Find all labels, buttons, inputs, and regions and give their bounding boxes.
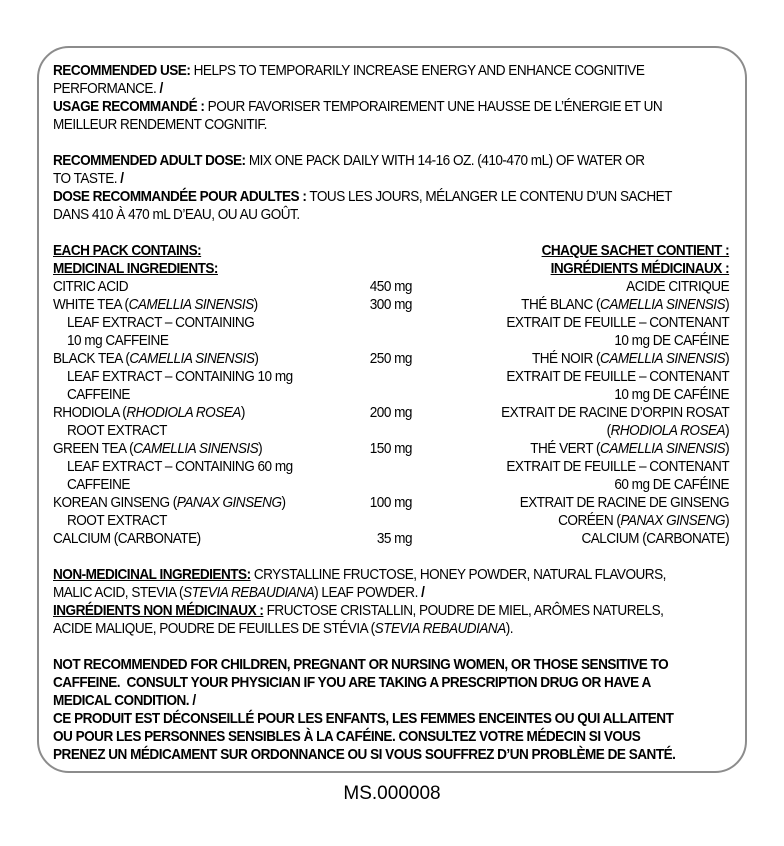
- dose-fr: [53, 188, 729, 224]
- ingredient-dose: 450 mg: [369, 279, 412, 295]
- ingredient-latin-name: RHODIOLA ROSEA: [126, 405, 241, 421]
- ingredients-header-row-1: [53, 242, 729, 260]
- warning-line: CAFFEINE. CONSULT YOUR PHYSICIAN IF YOU ARE TAKING A PRESCRIPTION DRUG OR HAVE A: [53, 675, 651, 691]
- ingredient-dose: 250 mg: [369, 351, 412, 367]
- usage-recommande-heading: USAGE RECOMMANDÉ :: [53, 99, 205, 115]
- ingredient-row: [53, 350, 729, 368]
- ingredient-row: [53, 404, 729, 422]
- ingredient-name-text: EXTRAIT DE FEUILLE – CONTENANT: [506, 459, 730, 475]
- ingredient-latin-name: CAMELLIA SINENSIS: [600, 441, 726, 457]
- ingredient-name-fr: [607, 422, 730, 440]
- language-separator: /: [120, 171, 124, 187]
- ingredient-row: [53, 494, 729, 512]
- usage-recommande-text-cont: MEILLEUR RENDEMENT COGNITIF.: [53, 117, 267, 133]
- ingredient-name-en: [67, 422, 167, 440]
- non-medicinal-fr: [53, 602, 729, 638]
- recommended-use-section: [53, 62, 729, 134]
- chaque-sachet-heading: CHAQUE SACHET CONTIENT :: [541, 243, 730, 259]
- ingredient-row: [53, 476, 729, 494]
- dose-text-cont: TO TASTE.: [53, 171, 121, 187]
- ingredient-name-fr: [558, 512, 729, 530]
- ingredient-name-en: [67, 368, 293, 386]
- ingredient-latin-name: RHODIOLA ROSEA: [610, 423, 726, 439]
- ingredient-name-text: EXTRAIT DE RACINE DE GINSENG: [519, 495, 730, 511]
- ingredient-name-text: 10 mg DE CAFÉINE: [614, 333, 730, 349]
- ingredient-name-text: 10 mg DE CAFÉINE: [614, 387, 730, 403]
- ingredient-name-text: ): [258, 441, 263, 457]
- ingredient-latin-name: CAMELLIA SINENSIS: [600, 297, 726, 313]
- warning-line: CE PRODUIT EST DÉCONSEILLÉ POUR LES ENFANTS, LES FEMMES ENCEINTES OU QUI ALLAITENT: [53, 711, 674, 727]
- ingredient-name-en: [53, 278, 128, 296]
- ingredient-name-fr: [530, 440, 729, 458]
- ingredient-dose: 300 mg: [369, 297, 412, 313]
- warning-section: [53, 656, 729, 764]
- ingredient-name-en: [53, 296, 258, 314]
- ingredient-row: [53, 422, 729, 440]
- ingredient-name-en: [67, 332, 168, 350]
- ingredient-row: [53, 512, 729, 530]
- ingredient-name-text: LEAF EXTRACT – CONTAINING 10 mg: [66, 369, 293, 385]
- ingredient-name-fr: [520, 494, 729, 512]
- language-separator: /: [159, 81, 163, 97]
- ingredient-name-en: [53, 440, 262, 458]
- stevia-latin-name: STEVIA REBAUDIANA: [183, 585, 315, 601]
- non-medicinal-heading: NON-MEDICINAL INGREDIENTS:: [53, 567, 251, 583]
- ingredient-latin-name: CAMELLIA SINENSIS: [600, 351, 726, 367]
- ingredient-name-text: LEAF EXTRACT – CONTAINING: [66, 315, 255, 331]
- ingredient-name-fr: [614, 332, 729, 350]
- ingredient-name-text: CAFFEINE: [66, 387, 130, 403]
- ingredient-name-text: ): [240, 405, 245, 421]
- ingredient-name-en: [67, 386, 130, 404]
- dose-en: [53, 152, 729, 188]
- ingredient-row: [53, 296, 729, 314]
- ingredient-name-fr: [521, 296, 729, 314]
- non-medicinal-en: [53, 566, 729, 602]
- ingredient-rows: [53, 278, 729, 548]
- ingredient-name-en: [53, 494, 286, 512]
- ingredient-name-text: EXTRAIT DE RACINE D’ORPIN ROSAT: [501, 405, 730, 421]
- ingredient-row: [53, 368, 729, 386]
- ingredient-latin-name: CAMELLIA SINENSIS: [133, 441, 259, 457]
- ingredient-name-fr: [614, 386, 729, 404]
- ingredient-name-text: WHITE TEA (: [53, 297, 129, 313]
- each-pack-contains-heading: EACH PACK CONTAINS:: [53, 243, 202, 259]
- recommended-use-en: [53, 62, 729, 98]
- ingredient-name-text: ): [725, 441, 730, 457]
- ingredient-name-text: ROOT EXTRACT: [66, 513, 167, 529]
- non-medicinaux-text: FRUCTOSE CRISTALLIN, POUDRE DE MIEL, ARÔMES NATURELS,: [263, 603, 664, 619]
- non-medicinal-section: [53, 566, 729, 638]
- ingredient-name-en: [67, 476, 130, 494]
- ingredient-name-text: CALCIUM (CARBONATE): [581, 531, 730, 547]
- non-medicinaux-text-cont: ACIDE MALIQUE, POUDRE DE FEUILLES DE STÉVIA (: [53, 621, 375, 637]
- ingredient-name-fr: [614, 476, 729, 494]
- ingredient-name-fr: [506, 368, 729, 386]
- non-medicinal-text-end: ) LEAF POWDER.: [314, 585, 422, 601]
- label-content: [53, 62, 729, 764]
- ingredient-row: [53, 314, 729, 332]
- dose-heading: RECOMMENDED ADULT DOSE:: [53, 153, 246, 169]
- non-medicinaux-text-end: ).: [505, 621, 514, 637]
- dose-fr-text: TOUS LES JOURS, MÉLANGER LE CONTENU D’UN SACHET: [306, 189, 672, 205]
- ingredient-name-en: [67, 458, 293, 476]
- ingredient-name-text: CORÉEN (: [558, 513, 621, 529]
- ingredient-name-text: ROOT EXTRACT: [66, 423, 167, 439]
- ingredient-name-text: ): [253, 297, 258, 313]
- ingredient-row: [53, 530, 729, 548]
- ingredient-dose: 200 mg: [369, 405, 412, 421]
- ingredient-dose: 100 mg: [369, 495, 412, 511]
- ingredient-name-fr: [506, 314, 729, 332]
- language-separator: /: [421, 585, 425, 601]
- ingredient-name-en: [67, 314, 254, 332]
- medicinal-ingredients-table: [53, 242, 729, 548]
- ingredient-row: [53, 440, 729, 458]
- recommended-use-heading: RECOMMENDED USE:: [53, 63, 191, 79]
- dose-section: [53, 152, 729, 224]
- ingredient-name-text: CITRIC ACID: [53, 279, 129, 295]
- ingredient-name-text: 10 mg CAFFEINE: [66, 333, 169, 349]
- usage-recommande-text: POUR FAVORISER TEMPORAIREMENT UNE HAUSSE DE L’ÉNERGIE ET UN: [204, 99, 663, 115]
- non-medicinal-text: CRYSTALLINE FRUCTOSE, HONEY POWDER, NATURAL FLAVOURS,: [250, 567, 666, 583]
- non-medicinal-text-cont: MALIC ACID, STEVIA (: [53, 585, 184, 601]
- ingredient-name-text: KOREAN GINSENG (: [53, 495, 177, 511]
- ingredient-name-text: EXTRAIT DE FEUILLE – CONTENANT: [506, 369, 730, 385]
- ingredient-name-en: [53, 404, 245, 422]
- ingredient-row: [53, 332, 729, 350]
- ingredient-name-en: [53, 530, 201, 548]
- ingredients-medicinaux-heading: INGRÉDIENTS MÉDICINAUX :: [550, 261, 730, 277]
- ingredient-name-fr: [626, 278, 729, 296]
- ingredient-name-text: ): [725, 513, 730, 529]
- ingredient-row: [53, 458, 729, 476]
- warning-line: OU POUR LES PERSONNES SENSIBLES À LA CAFÉINE. CONSULTEZ VOTRE MÉDECIN SI VOUS: [53, 729, 641, 745]
- ingredient-row: [53, 278, 729, 296]
- dose-text: MIX ONE PACK DAILY WITH 14-16 OZ. (410-470 mL) OF WATER OR: [245, 153, 645, 169]
- ingredient-dose: 35 mg: [376, 531, 412, 547]
- medicinal-ingredients-heading: MEDICINAL INGREDIENTS:: [53, 261, 218, 277]
- warning-line: PRENEZ UN MÉDICAMENT SUR ORDONNANCE OU SI VOUS SOUFFREZ D’UN PROBLÈME DE SANTÉ.: [53, 747, 676, 763]
- ingredient-latin-name: CAMELLIA SINENSIS: [128, 297, 254, 313]
- document-code: MS.000008: [343, 783, 441, 804]
- dose-fr-text-cont: DANS 410 À 470 mL D’EAU, OU AU GOÛT.: [53, 207, 300, 223]
- ingredient-latin-name: PANAX GINSENG: [620, 513, 726, 529]
- ingredient-name-text: 60 mg DE CAFÉINE: [614, 477, 730, 493]
- ingredient-name-text: RHODIOLA (: [53, 405, 127, 421]
- ingredient-name-text: EXTRAIT DE FEUILLE – CONTENANT: [506, 315, 730, 331]
- ingredient-name-text: THÉ NOIR (: [531, 351, 601, 367]
- ingredient-name-text: ): [725, 297, 730, 313]
- ingredient-name-text: ): [254, 351, 259, 367]
- ingredient-latin-name: PANAX GINSENG: [176, 495, 282, 511]
- ingredient-name-text: ): [281, 495, 286, 511]
- dose-fr-heading: DOSE RECOMMANDÉE POUR ADULTES :: [53, 189, 307, 205]
- ingredient-name-fr: [581, 530, 729, 548]
- ingredient-name-text: LEAF EXTRACT – CONTAINING 60 mg: [66, 459, 293, 475]
- ingredient-name-text: CAFFEINE: [66, 477, 130, 493]
- ingredient-name-fr: [501, 404, 729, 422]
- ingredient-name-text: ): [725, 423, 730, 439]
- recommended-use-text: HELPS TO TEMPORARILY INCREASE ENERGY AND ENHANCE COGNITIVE: [190, 63, 645, 79]
- recommended-use-fr: [53, 98, 729, 134]
- non-medicinaux-heading: INGRÉDIENTS NON MÉDICINAUX :: [53, 603, 264, 619]
- warning-line: NOT RECOMMENDED FOR CHILDREN, PREGNANT OR NURSING WOMEN, OR THOSE SENSITIVE TO: [53, 657, 669, 673]
- ingredient-name-text: ): [725, 351, 730, 367]
- recommended-use-text-cont: PERFORMANCE.: [53, 81, 160, 97]
- ingredient-name-text: BLACK TEA (: [53, 351, 130, 367]
- ingredient-dose: 150 mg: [369, 441, 412, 457]
- ingredient-name-text: THÉ VERT (: [530, 441, 601, 457]
- ingredient-name-fr: [506, 458, 729, 476]
- ingredient-row: [53, 386, 729, 404]
- stevia-latin-name-fr: STEVIA REBAUDIANA: [374, 621, 506, 637]
- ingredient-name-fr: [532, 350, 729, 368]
- ingredient-name-en: [53, 350, 258, 368]
- warning-line: MEDICAL CONDITION. /: [53, 693, 196, 709]
- ingredient-name-text: CALCIUM (CARBONATE): [53, 531, 201, 547]
- ingredient-name-text: (: [606, 423, 611, 439]
- ingredient-name-text: GREEN TEA (: [53, 441, 134, 457]
- ingredient-name-text: ACIDE CITRIQUE: [626, 279, 730, 295]
- ingredient-latin-name: CAMELLIA SINENSIS: [129, 351, 255, 367]
- ingredients-header-row-2: [53, 260, 729, 278]
- ingredient-name-text: THÉ BLANC (: [521, 297, 601, 313]
- ingredient-name-en: [67, 512, 167, 530]
